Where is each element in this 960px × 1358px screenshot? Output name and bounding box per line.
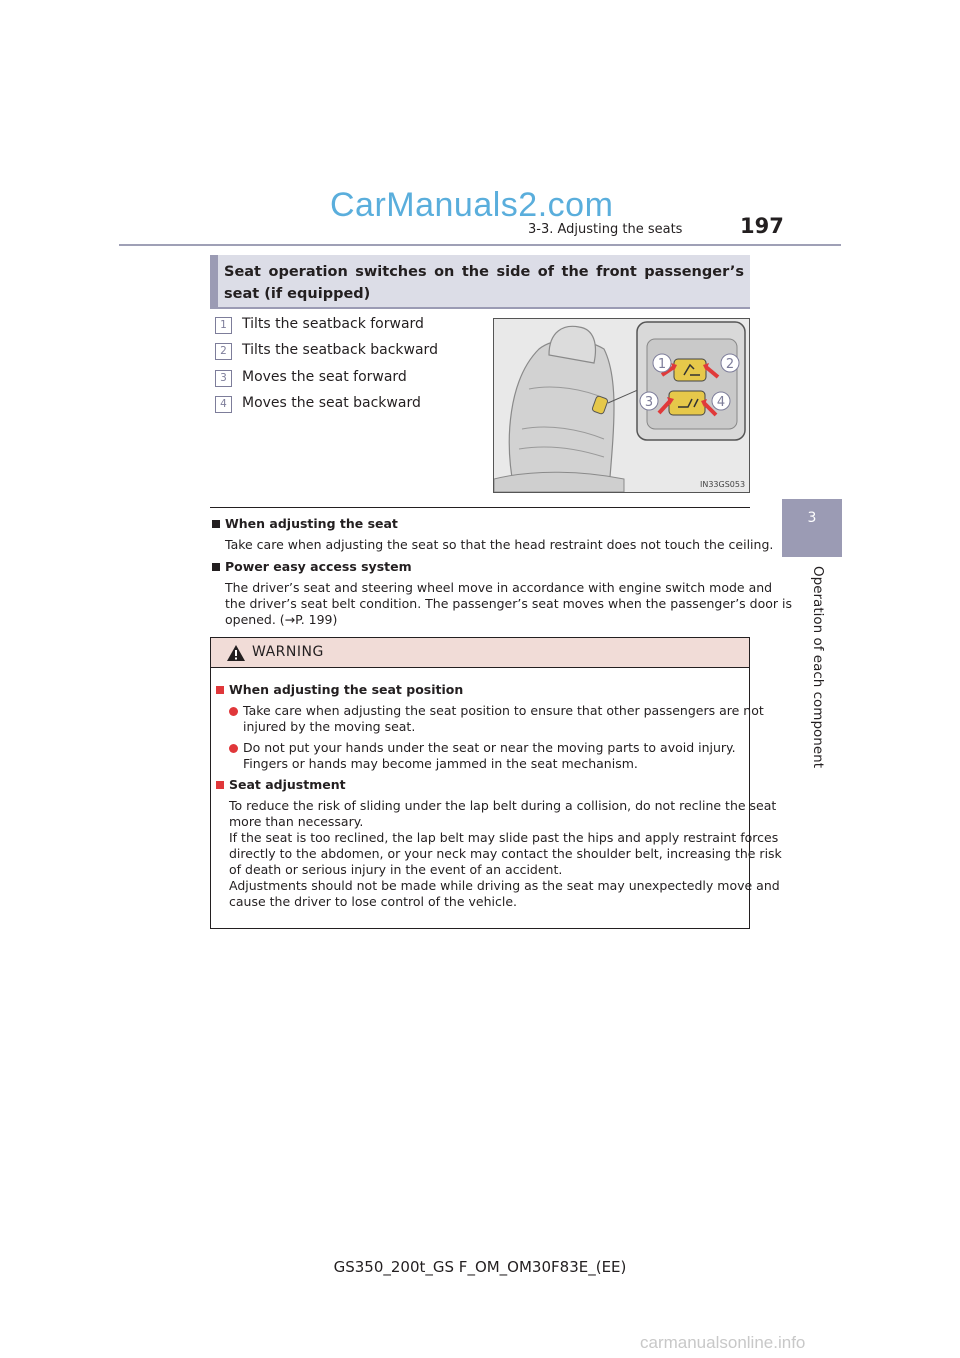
warning-bullet-1-line-1: Take care when adjusting the seat position to ensure that other passengers are not — [243, 703, 764, 718]
seatback-switch — [674, 359, 706, 381]
warning-title: WARNING — [252, 644, 324, 660]
chapter-tab — [782, 499, 842, 557]
item-number-1: 1 — [215, 317, 232, 334]
item-text-2: Tilts the seatback backward — [242, 342, 438, 358]
callout-3: 3 — [644, 395, 654, 410]
warning-bullet-2 — [229, 744, 238, 753]
warning-para-line-6: Adjustments should not be made while driving as the seat may unexpectedly move and — [229, 878, 780, 893]
warning-para-line-3: If the seat is too reclined, the lap belt may slide past the hips and apply restraint forces — [229, 830, 779, 845]
warning-bullet-1-line-2: injured by the moving seat. — [243, 719, 416, 734]
footer-code: GS350_200t_GS F_OM_OM30F83E_(EE) — [333, 1258, 627, 1276]
chapter-tab-number: 3 — [807, 510, 817, 526]
section-title: 3-3. Adjusting the seats — [528, 222, 683, 237]
item-text-3: Moves the seat forward — [242, 369, 407, 385]
slide-switch — [669, 391, 705, 415]
item-number-4: 4 — [215, 396, 232, 413]
note-title-1: When adjusting the seat — [225, 516, 398, 531]
warning-section-title-1: When adjusting the seat position — [229, 682, 464, 697]
warning-para-line-2: more than necessary. — [229, 814, 364, 829]
warning-para-line-1: To reduce the risk of sliding under the lap belt during a collision, do not recline the seat — [229, 798, 777, 813]
figure-code: IN33GS053 — [700, 480, 746, 489]
note-body-2-line-1: The driver’s seat and steering wheel move in accordance with engine switch mode and — [225, 580, 773, 595]
watermark-top: CarManuals2.com — [330, 186, 614, 224]
chapter-label: Operation of each component — [810, 566, 826, 768]
divider-rule — [210, 507, 750, 508]
note-body-2-line-2: the driver’s seat belt condition. The passenger’s seat moves when the passenger’s door is — [225, 596, 792, 611]
warning-para-line-5: of death or serious injury in the event of an accident. — [229, 862, 563, 877]
note-bullet-2 — [212, 563, 220, 571]
seat-illustration-svg — [494, 319, 749, 492]
item-text-4: Moves the seat backward — [242, 395, 421, 411]
warning-para-line-7: cause the driver to lose control of the vehicle. — [229, 894, 517, 909]
watermark-bottom: carmanualsonline.info — [640, 1333, 806, 1352]
header-rule — [119, 244, 841, 246]
note-title-2: Power easy access system — [225, 559, 412, 574]
warning-bullet-1 — [229, 707, 238, 716]
warning-section-bullet-1 — [216, 686, 224, 694]
callout-1: 1 — [657, 357, 667, 372]
warning-bullet-2-line-2: Fingers or hands may become jammed in the seat mechanism. — [243, 756, 638, 771]
callout-2: 2 — [725, 357, 735, 372]
warning-para-line-4: directly to the abdomen, or your neck may contact the shoulder belt, increasing the risk — [229, 846, 782, 861]
note-body-2-line-3: opened. (→P. 199) — [225, 612, 338, 627]
item-number-2: 2 — [215, 343, 232, 360]
section-heading-box — [210, 255, 750, 309]
item-number-3: 3 — [215, 370, 232, 387]
note-body-1: Take care when adjusting the seat so that the head restraint does not touch the ceiling. — [225, 537, 774, 552]
warning-section-bullet-2 — [216, 781, 224, 789]
warning-section-title-2: Seat adjustment — [229, 777, 346, 792]
seat-switch-illustration — [493, 318, 750, 493]
section-heading: Seat operation switches on the side of the front passenger’s seat (if equipped) — [224, 264, 744, 302]
warning-triangle-icon — [226, 644, 246, 662]
note-bullet-1 — [212, 520, 220, 528]
callout-4: 4 — [716, 395, 726, 410]
page-number: 197 — [740, 214, 784, 238]
item-text-1: Tilts the seatback forward — [242, 316, 424, 332]
warning-bullet-2-line-1: Do not put your hands under the seat or near the moving parts to avoid injury. — [243, 740, 736, 755]
